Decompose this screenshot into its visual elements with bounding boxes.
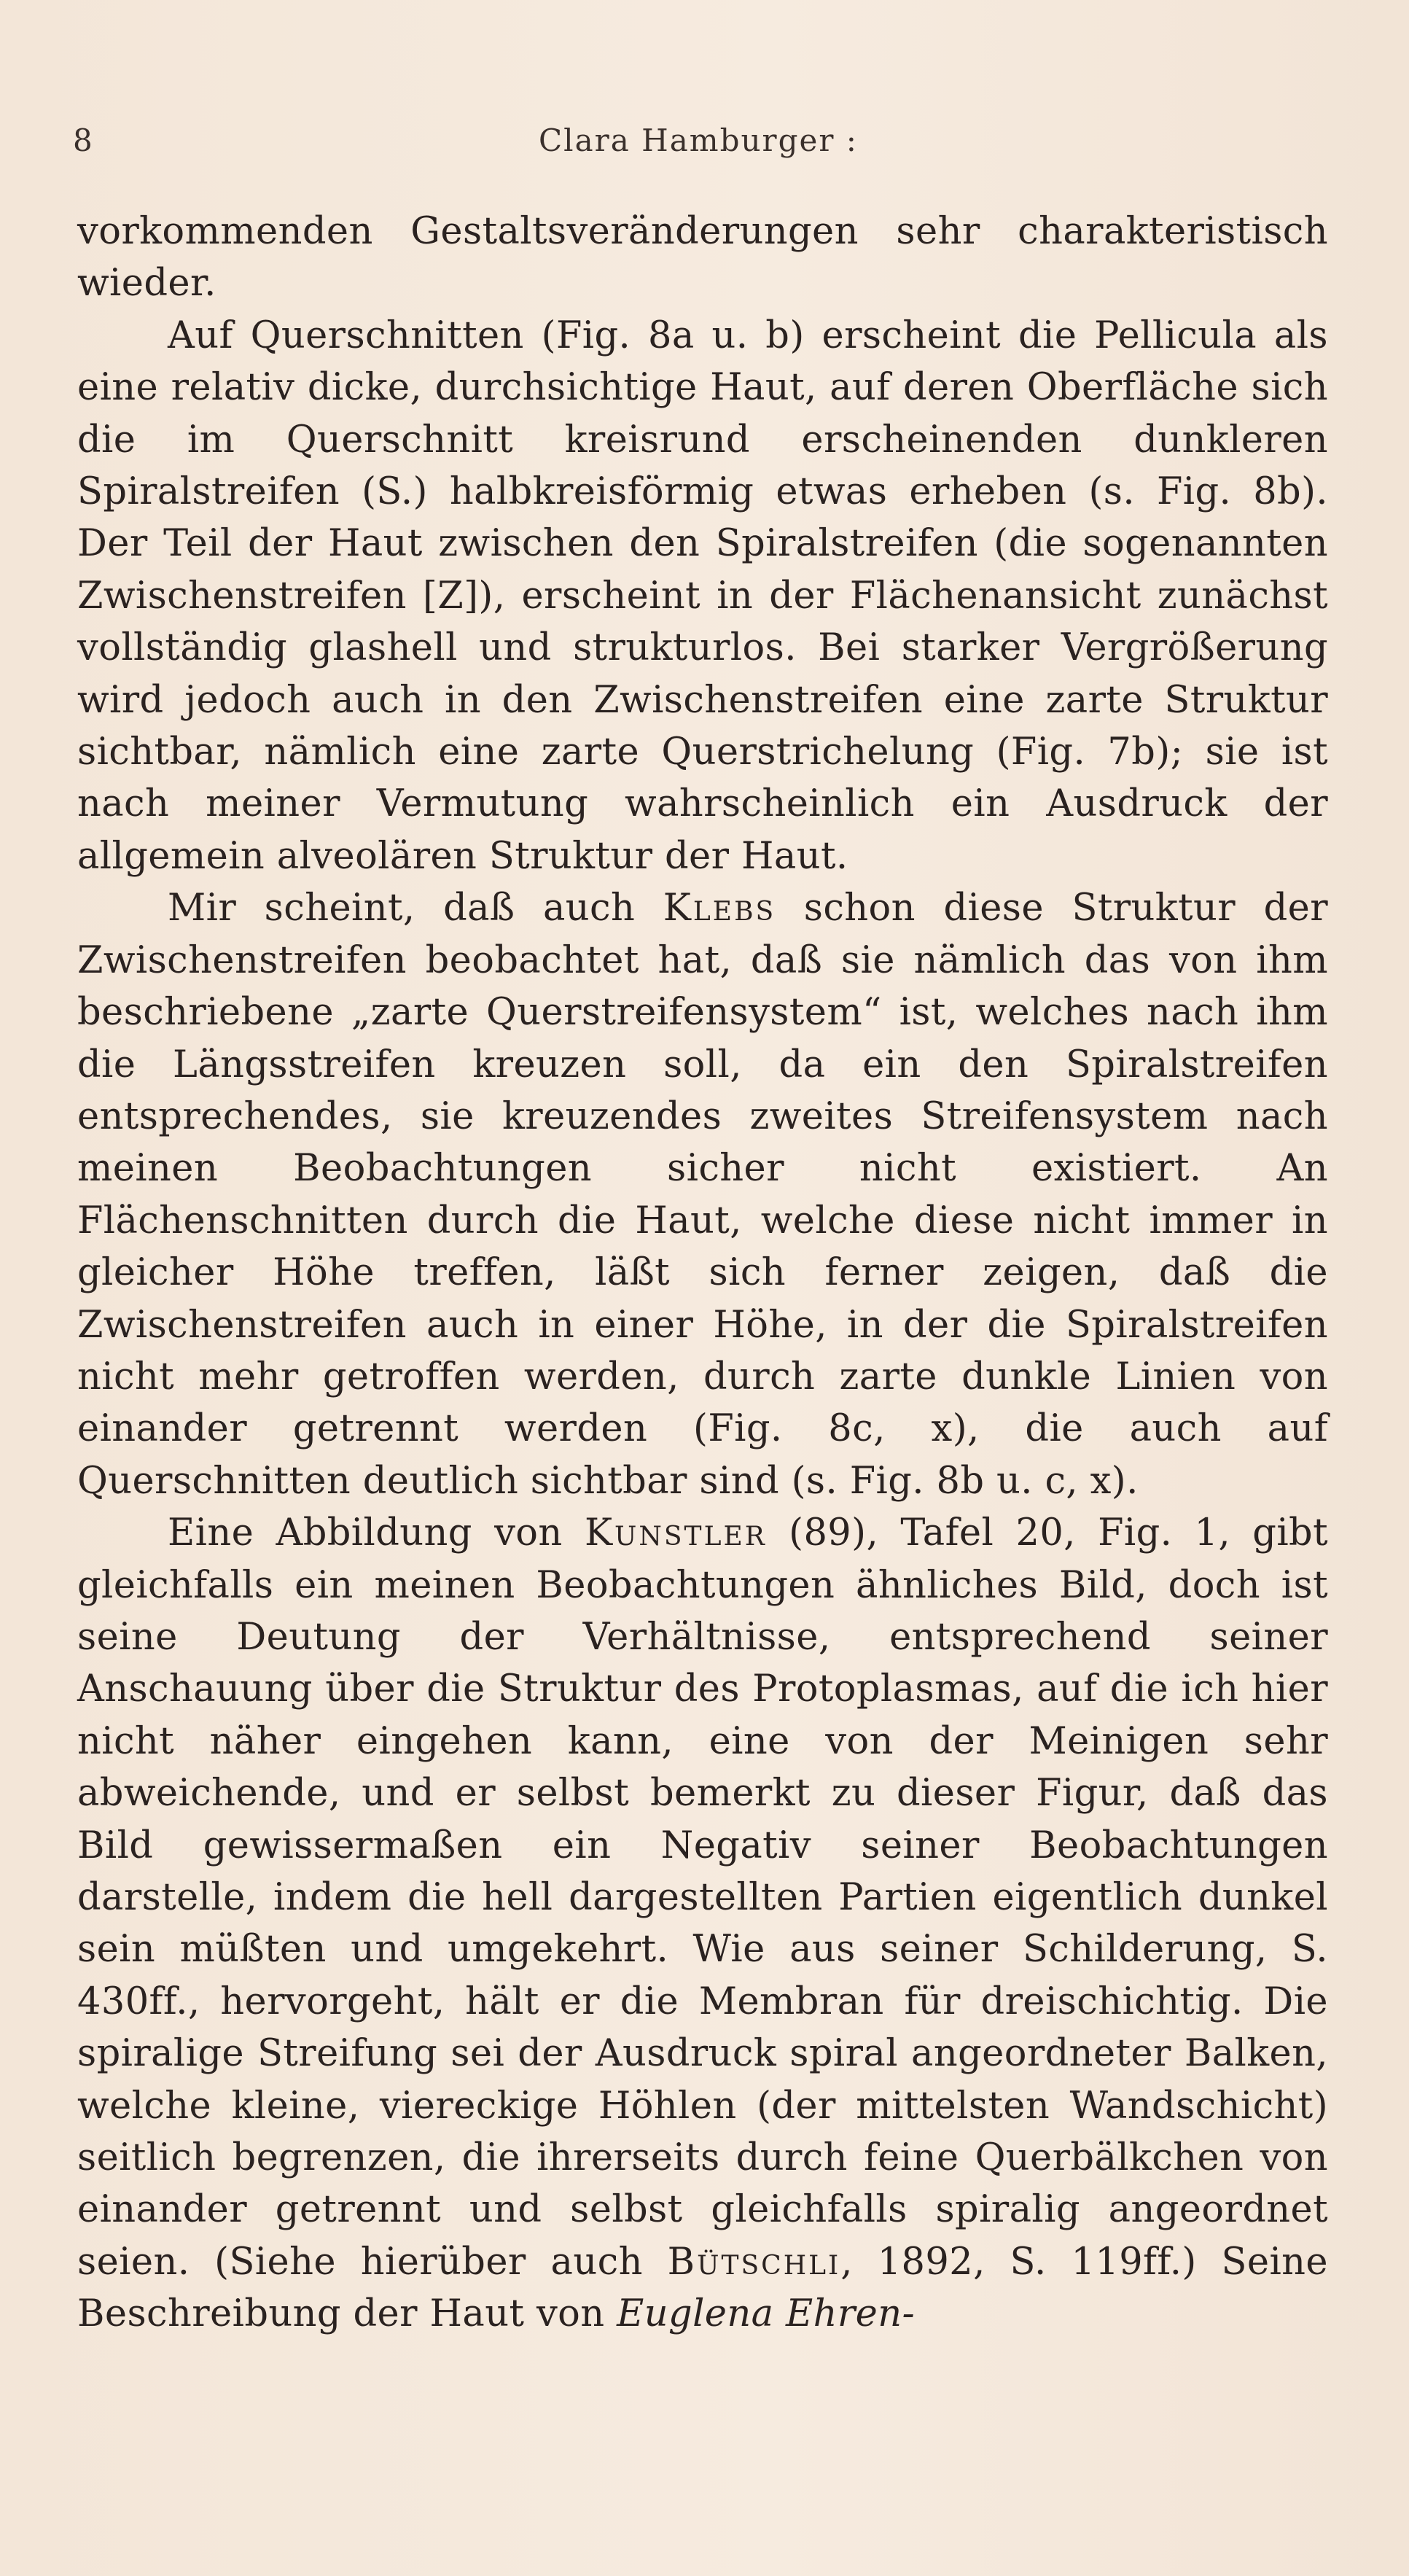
paragraph-1: vorkommenden Gestaltsveränderungen sehr charakteristisch wieder.	[77, 210, 1328, 306]
paragraph-4	[77, 1507, 1328, 2340]
paragraph-4-text-b: (89), Tafel 20, Fig. 1, gibt gleichfalls ein meinen Beobachtungen ähnliches Bild, doch ist seine Deutung der Verhältnisse, entsprechend seiner Anschauung über die Struktur des Protoplasmas, auf die ich hier nicht näher eingehen kann, eine von der Meinigen sehr abweichende, und er selbst bemerkt zu dieser Figur, daß das Bild gewissermaßen ein Negativ seiner Beobachtungen darstelle, indem die hell dargestellten Partien eigentlich dunkel sein müßten und umgekehrt. Wie aus seiner Schilderung, S. 430ff., hervorgeht, hält er die Membran für dreischichtig. Die spiralige Streifung sei der Ausdruck spiral angeordneter Balken, welche kleine, viereckige Höhlen (der mittelsten Wandschicht) seitlich begrenzen, die ihrerseits durch feine Querbälkchen von einander getrennt und selbst gleichfalls spiralig angeordnet seien. (Siehe hierüber auch	[77, 1511, 1328, 2284]
paragraph-3-text-b: schon diese Struktur der Zwischenstreifen beobachtet hat, daß sie nämlich das von ihm beschriebene „zarte Querstreifensystem“ ist, welches nach ihm die Längsstreifen kreuzen soll, da ein den Spiralstreifen entsprechendes, sie kreuzendes zweites Streifensystem nach meinen Beobachtungen sicher nicht existiert. An Flächenschnitten durch die Haut, welche diese nicht immer in gleicher Höhe treffen, läßt sich ferner zeigen, daß die Zwischenstreifen auch in einer Höhe, in der die Spiralstreifen nicht mehr getroffen werden, durch zarte dunkle Linien von einander getrennt werden (Fig. 8c, x), die auch auf Querschnitten deutlich sichtbar sind (s. Fig. 8b u. c, x).	[77, 887, 1328, 1503]
author-name-klebs: Klebs	[663, 887, 776, 930]
paragraph-2: Auf Querschnitten (Fig. 8a u. b) erscheint die Pellicula als eine relativ dicke, durchsichtige Haut, auf deren Oberfläche sich die im Querschnitt kreisrund erscheinenden dunkleren Spiralstreifen (S.) halbkreisförmig etwas erheben (s. Fig. 8b). Der Teil der Haut zwischen den Spiralstreifen (die sogenannten Zwischenstreifen [Z]), erscheint in der Flächenansicht zunächst vollständig glashell und strukturlos. Bei starker Vergrößerung wird jedoch auch in den Zwischenstreifen eine zarte Struktur sichtbar, nämlich eine zarte Querstrichelung (Fig. 7b); sie ist nach meiner Vermutung wahrscheinlich ein Ausdruck der allgemein alveolären Struktur der Haut.	[77, 314, 1328, 878]
author-name-butschli: Bütschli	[667, 2240, 841, 2284]
paragraph-3-text-a: Mir scheint, daß auch	[168, 887, 663, 930]
species-name-euglena: Euglena Ehren-	[617, 2292, 916, 2336]
author-name-kunstler: Kunstler	[584, 1511, 767, 1555]
page-number: 8	[73, 122, 94, 158]
paragraph-4-text-c: , 1892, S. 119ff.) Seine Beschreibung der Haut von	[77, 2240, 1328, 2336]
running-head: Clara Hamburger :	[539, 122, 858, 158]
body-text	[77, 206, 1328, 2340]
paragraph-3	[77, 882, 1328, 1507]
paragraph-4-text-a: Eine Abbildung von	[168, 1511, 585, 1555]
page-header	[73, 122, 1324, 174]
